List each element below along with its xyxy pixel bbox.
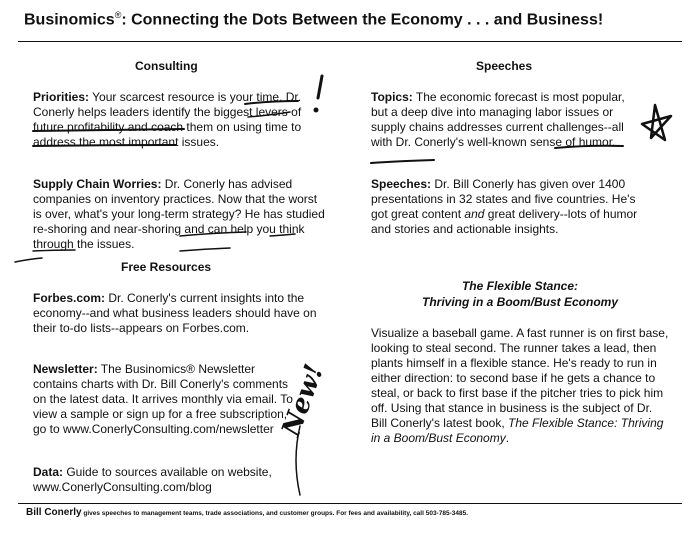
newsletter-paragraph [33,362,303,437]
ink-underline-issues [15,258,42,262]
free-resources-heading: Free Resources [121,260,212,274]
forbes-text: Dr. Conerly's current insights into the economy--and what business leaders should have on their to-do lists--appears on Forbes.com. [33,291,317,335]
newsletter-label: Newsletter: [33,362,98,376]
data-text: Guide to sources available on website, www.ConerlyConsulting.com/blog [33,465,272,494]
footer-text: gives speeches to management teams, trade associations, and customer groups. For fees and availability, call 503-785-3485. [81,510,469,517]
speeches-text-2: great delivery--lots of humor and stories and actionable insights. [371,207,638,236]
speeches-label: Speeches: [371,177,432,191]
speeches-paragraph [371,177,641,237]
ink-new-note: New! [276,360,330,441]
book-text-end: . [505,431,510,445]
book-paragraph [371,326,669,446]
ink-underline-humor [371,160,434,163]
data-paragraph [33,465,303,495]
book-inline-title: The Flexible Stance: Thriving in a Boom/Bust Economy [371,416,664,445]
header-rule [18,41,682,42]
footer-rule [18,503,682,504]
book-text: Visualize a baseball game. A fast runner is on first base, looking to steal second. The runner takes a lead, then plants himself in a flexible stance. He's ready to run in either direction: to second base if he gets a chance to steal, or back to first base if the pitcher tries to pick him off. Using that stance in business is the subject of Dr. Bill Conerly's latest book, [371,326,669,430]
priorities-text: Your scarcest resource is your time. Dr. Conerly helps leaders identify the biggest levers of future profitability and coach them on using time to address the most important issues. [33,90,302,149]
topics-label: Topics: [371,90,413,104]
supply-chain-label: Supply Chain Worries: [33,177,162,191]
speeches-text-1: Dr. Bill Conerly has given over 1400 presentations in 32 states and five countries. He's got great content [371,177,636,221]
supply-chain-text: Dr. Conerly has advised companies on inventory practices. Now that the worst is over, what's your long-term strategy? He has studied re-shoring and near-shoring and can help you think through the issues. [33,177,325,251]
forbes-paragraph [33,291,333,336]
ink-star [642,105,671,140]
topics-text: The economic forecast is most popular, but a deep dive into managing labor issues or supply chains addresses current challenges--all with Dr. Conerly's well-known sense of humor. [371,90,625,149]
data-label: Data: [33,465,64,479]
speeches-heading: Speeches [476,59,533,73]
page-header [24,10,684,29]
forbes-label: Forbes.com: [33,291,106,305]
registered-mark: ® [114,10,122,20]
brand-name: Businomics [24,11,115,29]
book-title [371,278,669,310]
priorities-paragraph [33,90,333,150]
topics-paragraph [371,90,626,150]
book-title-line-1: The Flexible Stance: [461,279,579,293]
priorities-label: Priorities: [33,90,90,104]
footer-name: Bill Conerly [26,507,82,518]
consulting-heading: Consulting [135,59,198,73]
supply-chain-paragraph [33,177,329,252]
newsletter-text: The Businomics® Newsletter contains charts with Dr. Bill Conerly's comments on the latest data. It arrives monthly via email. To view a sample or sign up for a free subscription, go to www.ConerlyConsulting.com/newsletter [33,362,293,436]
speeches-text-and: and [464,207,485,221]
book-title-line-2: Thriving in a Boom/Bust Economy [421,295,618,309]
footer [26,507,468,518]
header-tagline: : Connecting the Dots Between the Economy . . . and Business! [121,11,604,29]
